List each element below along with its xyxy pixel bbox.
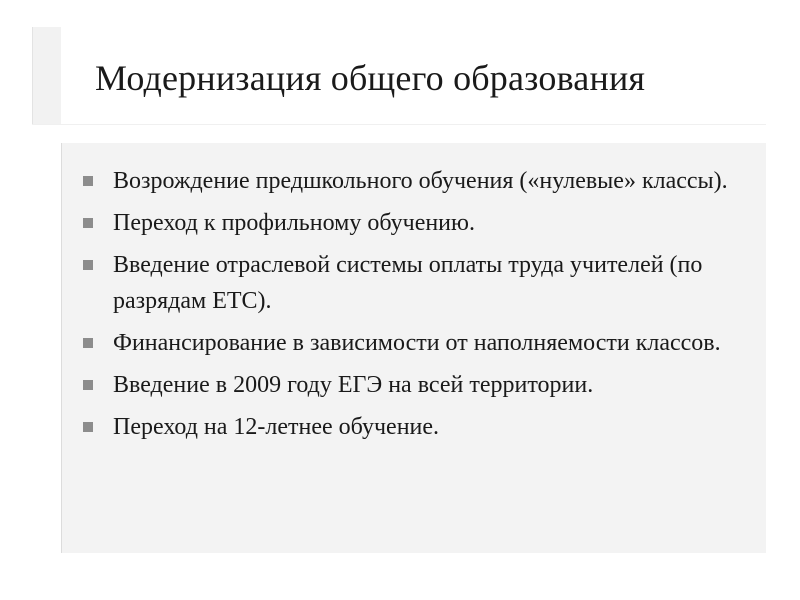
bullet-item — [83, 367, 753, 403]
bullet-text: Переход к профильному обучению. — [113, 210, 475, 236]
bullet-item — [83, 409, 753, 445]
bullet-list — [83, 163, 753, 451]
bullet-text: Возрождение предшкольного обучения («нулевые» классы). — [113, 168, 728, 194]
square-bullet-icon — [83, 422, 93, 432]
bullet-item — [83, 247, 753, 319]
square-bullet-icon — [83, 380, 93, 390]
title-divider — [32, 124, 766, 125]
square-bullet-icon — [83, 260, 93, 270]
bullet-item — [83, 163, 753, 199]
bullet-item — [83, 205, 753, 241]
title-accent-bar — [32, 27, 61, 125]
content-accent-bar — [32, 143, 62, 553]
bullet-text: Введение в 2009 году ЕГЭ на всей территории. — [113, 372, 594, 398]
square-bullet-icon — [83, 218, 93, 228]
bullet-text: Финансирование в зависимости от наполняемости классов. — [113, 330, 721, 356]
square-bullet-icon — [83, 176, 93, 186]
bullet-text: Переход на 12-летнее обучение. — [113, 414, 440, 440]
slide-title: Модернизация общего образования — [95, 58, 646, 98]
bullet-item — [83, 325, 753, 361]
square-bullet-icon — [83, 338, 93, 348]
bullet-text: Введение отраслевой системы оплаты труда учителей (по разрядам ЕТС). — [113, 252, 703, 314]
